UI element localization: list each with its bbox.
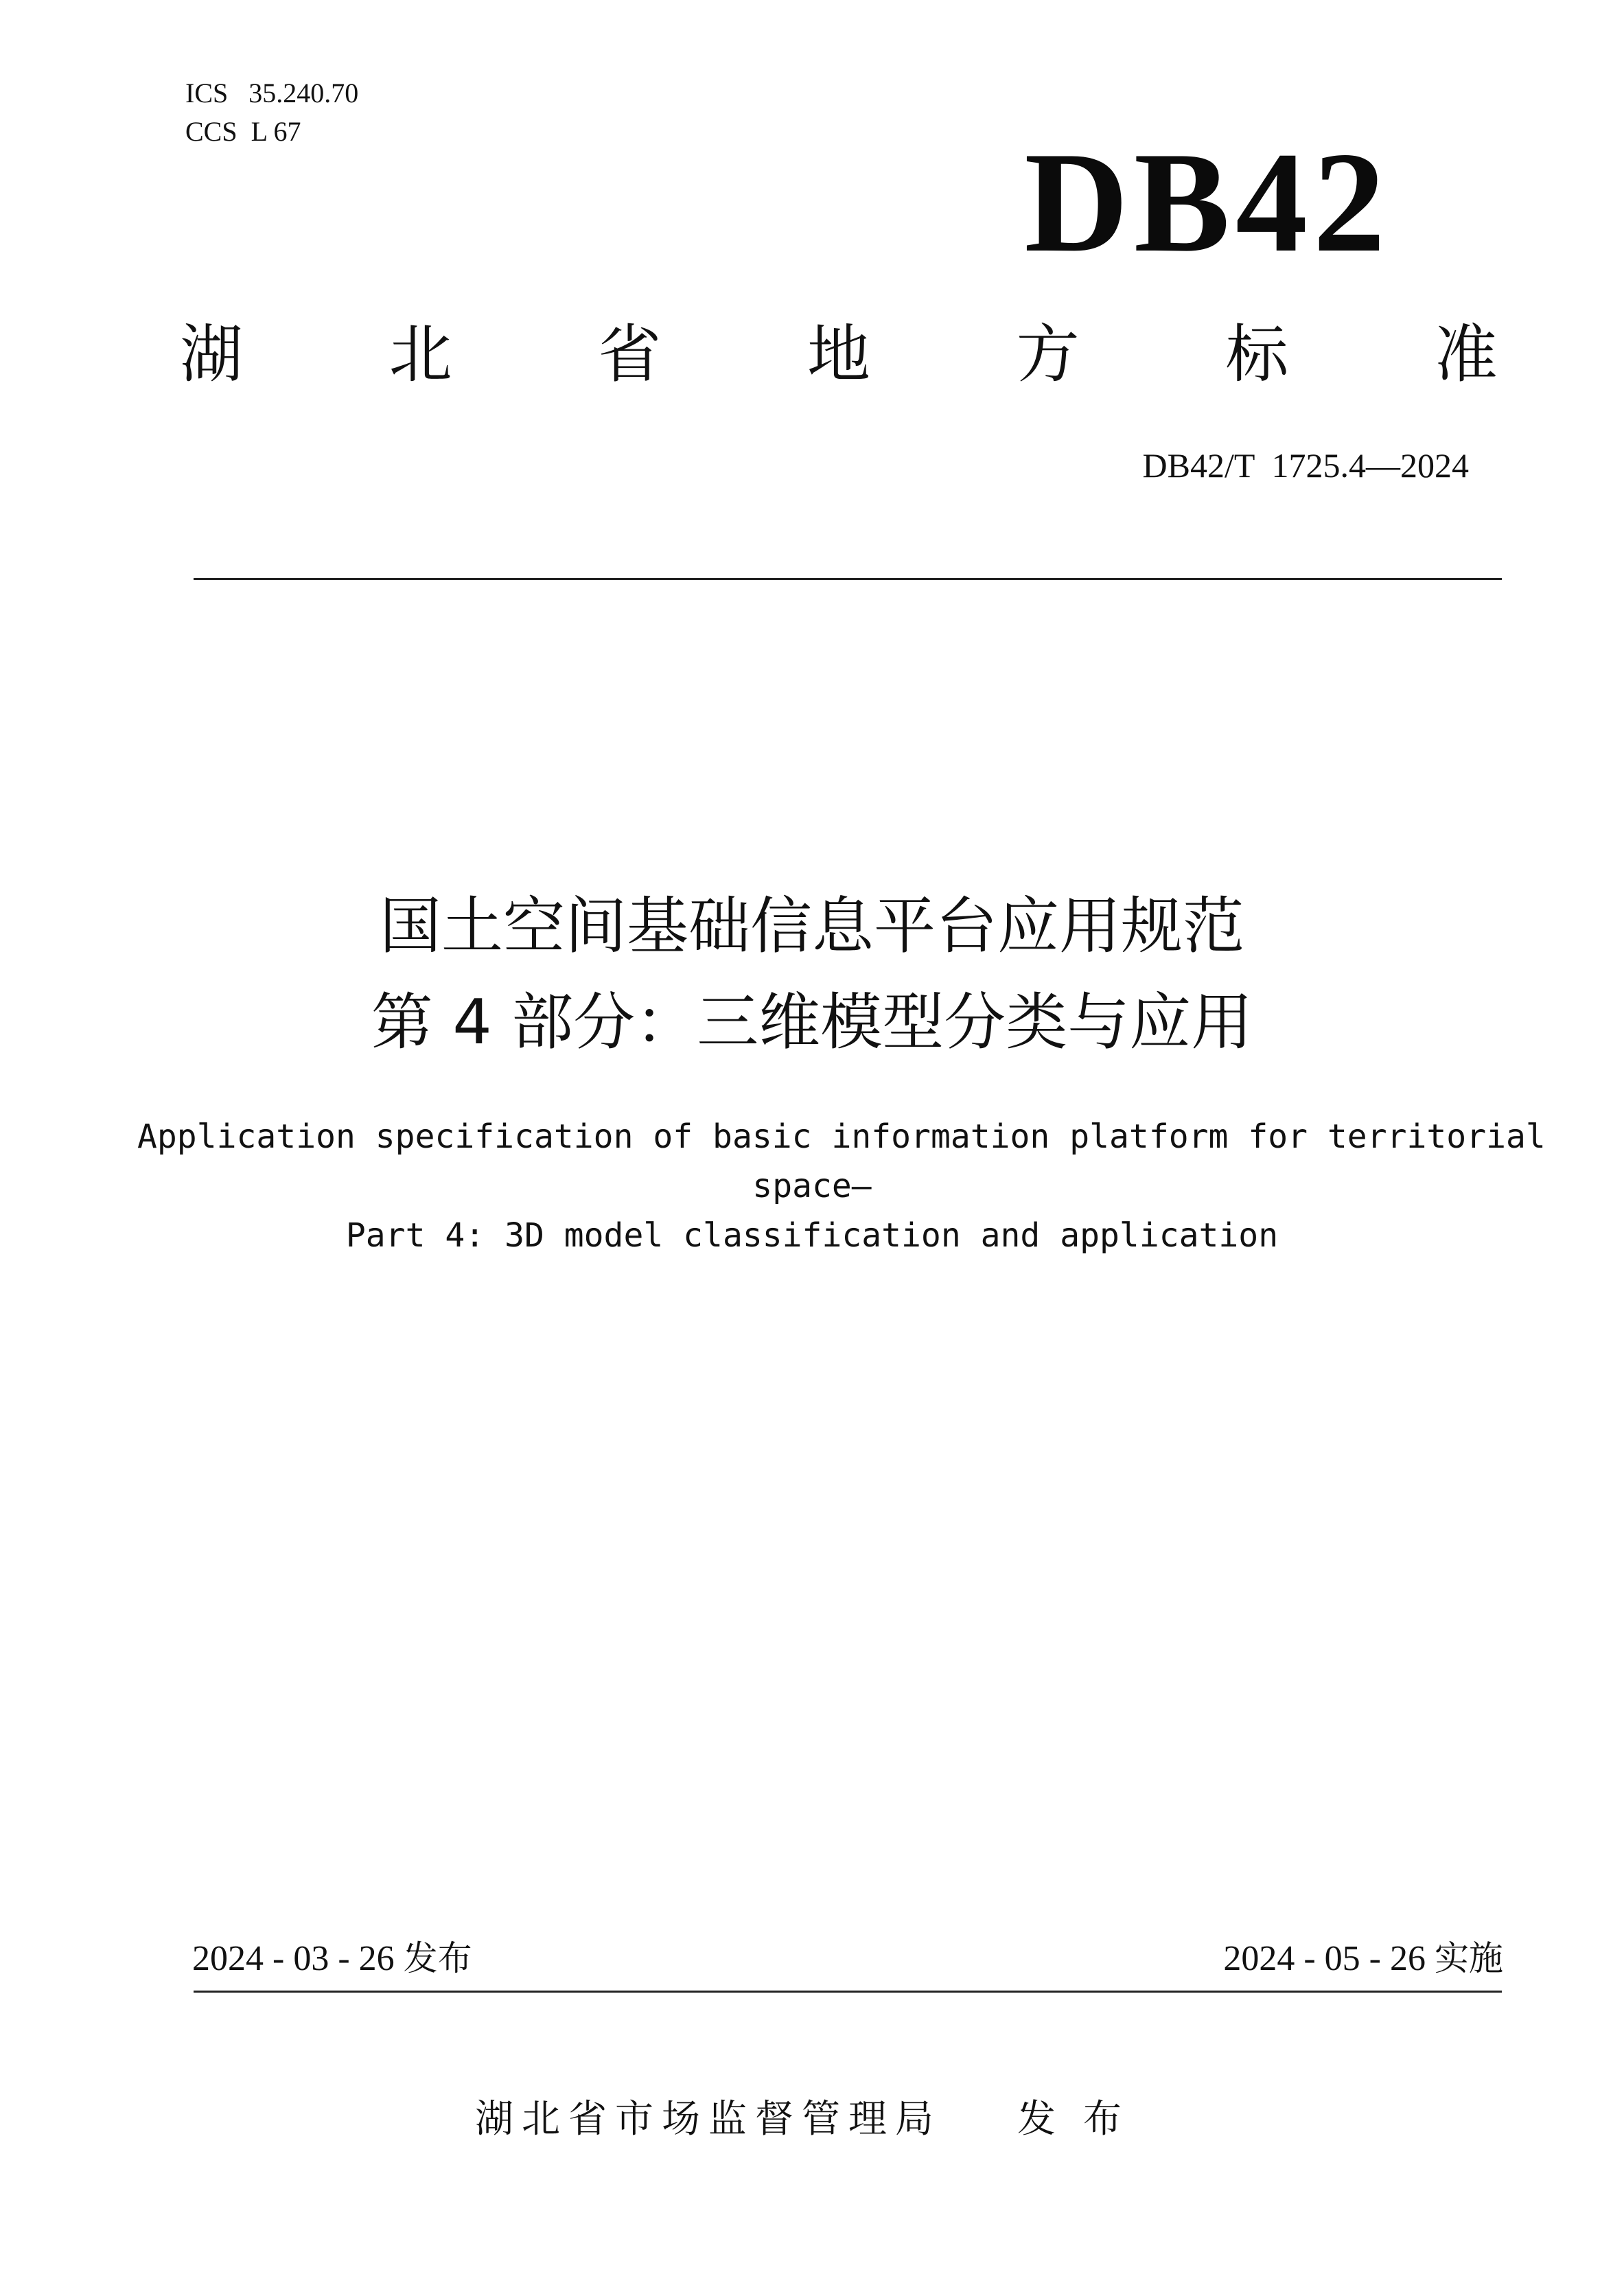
implementation-label: 实施 (1435, 1938, 1503, 1978)
standard-logo: DB42 (1024, 123, 1391, 282)
standard-type-char: 地 (807, 318, 870, 391)
standard-type-char: 北 (388, 318, 452, 391)
header-divider (194, 578, 1502, 580)
issuer-action: 发布 (1017, 2097, 1149, 2142)
chinese-title-line-2: 第 4 部分：三维模型分类与应用 (371, 986, 1253, 1058)
ics-code: ICS 35.240.70 (185, 78, 359, 108)
standard-type-char: 省 (598, 318, 662, 391)
implementation-date (1223, 1934, 1503, 1983)
standard-type-char: 准 (1434, 318, 1498, 391)
issue-label: 发布 (403, 1938, 472, 1978)
english-title-line-2: space— (752, 1167, 872, 1205)
classification-codes (185, 74, 358, 151)
ccs-code: CCS L 67 (185, 116, 301, 147)
english-title-line-1: Application specification of basic information platform for territorial (137, 1117, 1546, 1156)
standard-type-title (180, 317, 1498, 393)
chinese-title-line-1: 国土空间基础信息平台应用规范 (380, 890, 1244, 962)
footer-divider (194, 1991, 1502, 1993)
issuing-authority (0, 2092, 1624, 2147)
english-title (137, 1112, 1546, 1260)
english-title-line-3: Part 4: 3D model classification and application (345, 1216, 1279, 1255)
standard-number: DB42/T 1725.4—2024 (1142, 446, 1469, 485)
implementation-date-value: 2024 - 05 - 26 (1223, 1939, 1435, 1978)
standard-type-char: 湖 (180, 318, 244, 391)
issuer-name: 湖北省市场监督管理局 (475, 2097, 942, 2142)
issue-date-value: 2024 - 03 - 26 (192, 1939, 404, 1978)
standard-type-char: 方 (1016, 318, 1080, 391)
standard-type-char: 标 (1225, 318, 1289, 391)
issue-date (192, 1934, 472, 1983)
